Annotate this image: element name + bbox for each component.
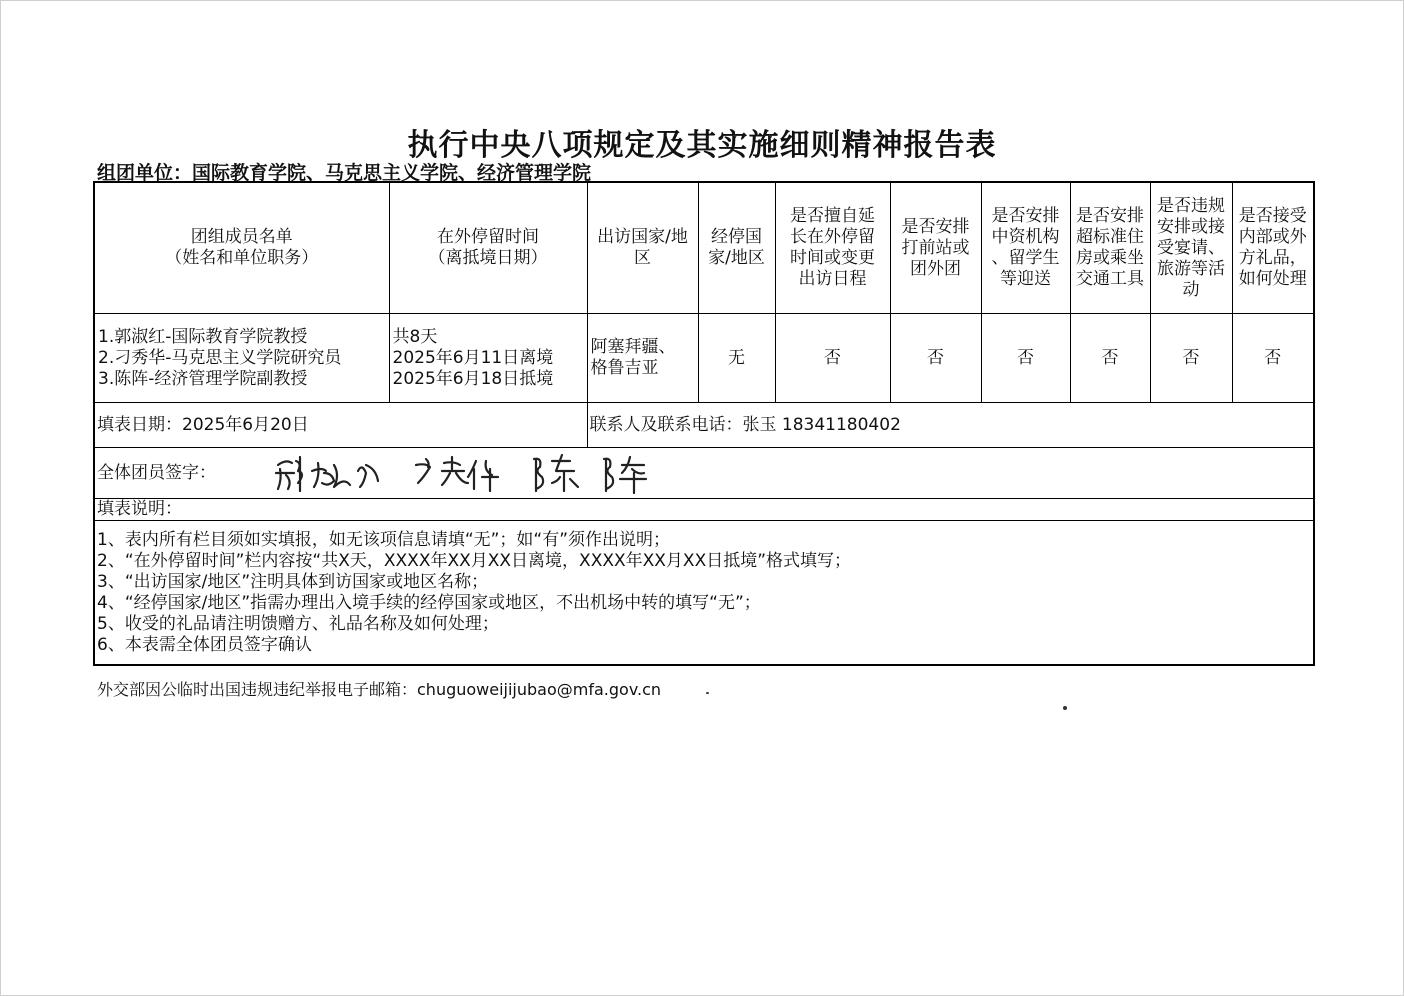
fill-date: 填表日期：2025年6月20日 (94, 403, 587, 448)
header-reception: 是否安排 中资机构 、留学生 等迎送 (981, 182, 1070, 314)
notes-title: 填表说明： (94, 499, 1314, 521)
report-table (93, 181, 1315, 666)
header-accommodation: 是否安排 超标准住 房或乘坐 交通工具 (1070, 182, 1150, 314)
organizing-unit: 组团单位：国际教育学院、马克思主义学院、经济管理学院 (97, 162, 592, 184)
answer-banquets: 否 (1150, 314, 1232, 403)
members-cell (94, 314, 389, 403)
signature-label: 全体团员签字： (97, 462, 216, 483)
header-members: 团组成员名单 （姓名和单位职务） (94, 182, 389, 314)
note-item: 1、表内所有栏目须如实填报，如无该项信息请填“无”；如“有”须作出说明； (97, 529, 671, 550)
header-banquets: 是否违规 安排或接 受宴请、 旅游等活 动 (1150, 182, 1232, 314)
contact-info: 联系人及联系电话：张玉 18341180402 (587, 403, 1314, 448)
countries-cell: 阿塞拜疆、 格鲁吉亚 (587, 314, 698, 403)
member-2: 2.刁秀华-马克思主义学院研究员 (98, 347, 342, 368)
note-item: 4、“经停国家/地区”指需办理出入境手续的经停国家或地区，不出机场中转的填写“无”； (97, 592, 761, 613)
data-row (94, 314, 1314, 403)
transit-cell: 无 (698, 314, 775, 403)
stay-cell (389, 314, 587, 403)
note-item: 6、本表需全体团员签字确认 (97, 634, 312, 655)
date-contact-row (94, 403, 1314, 448)
notes-header-row (94, 499, 1314, 521)
answer-reception: 否 (981, 314, 1070, 403)
signature-row (94, 448, 1314, 499)
header-transit: 经停国 家/地区 (698, 182, 775, 314)
header-advance-team: 是否安排 打前站或 团外团 (890, 182, 981, 314)
header-extend-stay: 是否擅自延 长在外停留 时间或变更 出访日程 (775, 182, 890, 314)
header-row (94, 182, 1314, 314)
handwritten-signatures (266, 451, 656, 495)
answer-accommodation: 否 (1070, 314, 1150, 403)
header-countries: 出访国家/地 区 (587, 182, 698, 314)
member-1: 1.郭淑红-国际教育学院教授 (98, 326, 308, 347)
scan-speck (1063, 706, 1067, 710)
note-item: 2、“在外停留时间”栏内容按“共X天，XXXX年XX月XX日离境，XXXX年XX月XX日抵境”格式填写； (97, 550, 852, 571)
notes-row (94, 521, 1314, 666)
answer-advance-team: 否 (890, 314, 981, 403)
report-email-footer: 外交部因公临时出国违规违纪举报电子邮箱：chuguoweijijubao@mfa.gov.cn (97, 680, 662, 699)
stay-days: 共8天 (392, 326, 438, 347)
departure-date: 2025年6月11日离境 (392, 347, 554, 368)
member-3: 3.陈阵-经济管理学院副教授 (98, 368, 308, 389)
header-gifts: 是否接受 内部或外 方礼品， 如何处理 (1232, 182, 1314, 314)
note-item: 3、“出访国家/地区”注明具体到访国家或地区名称； (97, 571, 489, 592)
scan-speck (706, 692, 709, 694)
return-date: 2025年6月18日抵境 (392, 368, 554, 389)
answer-gifts: 否 (1232, 314, 1314, 403)
note-item: 5、收受的礼品请注明馈赠方、礼品名称及如何处理； (97, 613, 499, 634)
answer-extend-stay: 否 (775, 314, 890, 403)
header-stay-time: 在外停留时间 （离抵境日期） (389, 182, 587, 314)
form-title: 执行中央八项规定及其实施细则精神报告表 (407, 128, 997, 163)
